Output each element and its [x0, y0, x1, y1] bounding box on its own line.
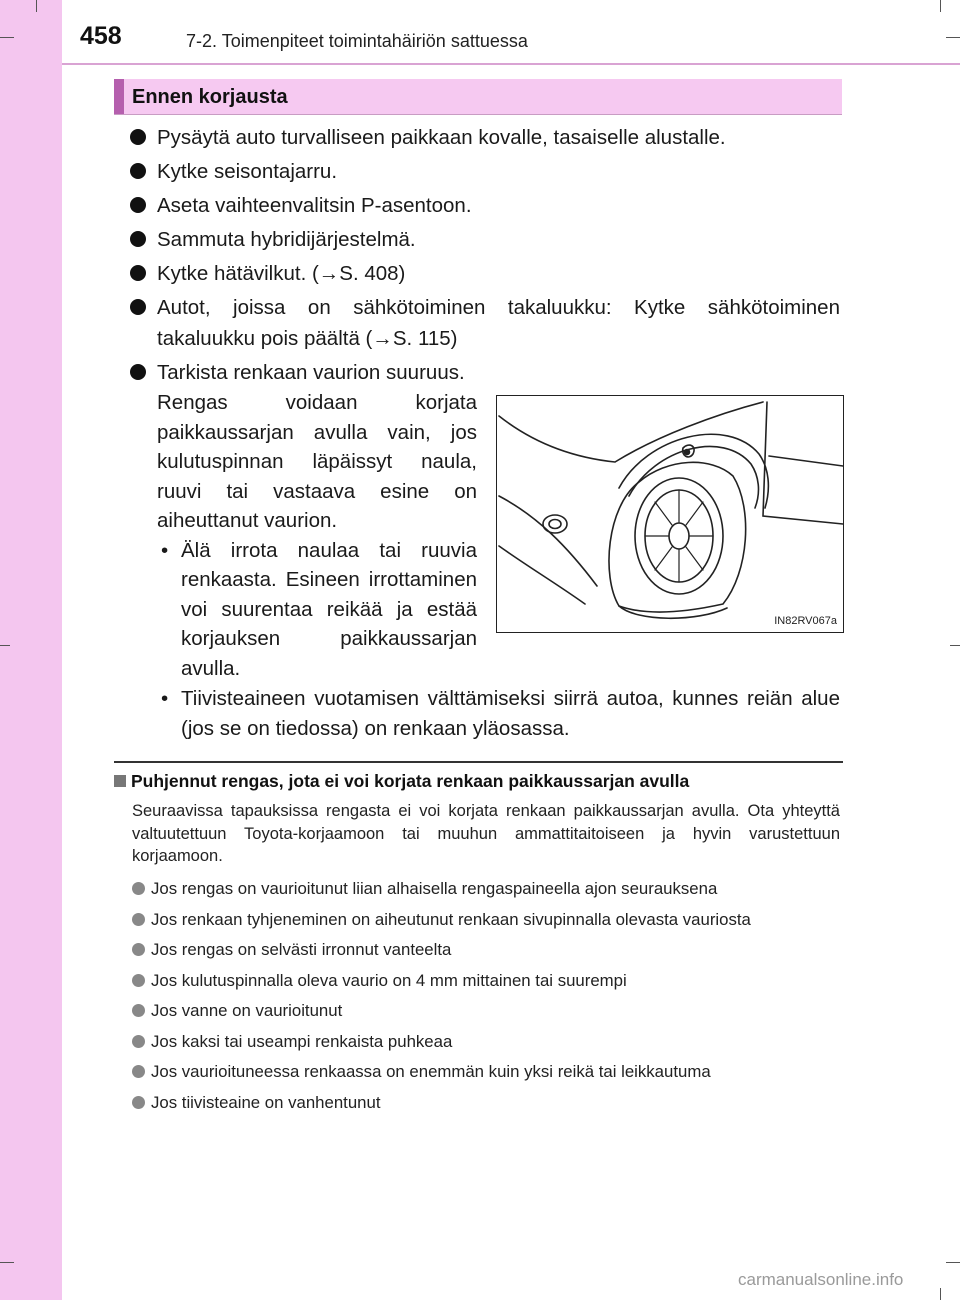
crop-mark: [946, 37, 960, 38]
procedure-text: Kytke seisontajarru.: [157, 160, 338, 183]
car-wheel-drawing: [497, 396, 843, 632]
note-heading: [114, 771, 689, 792]
procedure-text: Tarkista renkaan vaurion suuruus.: [157, 361, 465, 384]
condition-text: Jos kulutuspinnalla oleva vaurio on 4 mm mittainen tai suurempi: [151, 970, 627, 990]
chapter-title: 7-2. Toimenpiteet toimintahäiriön sattuessa: [186, 31, 528, 51]
condition-item: [132, 1061, 844, 1084]
bullet-dot-icon: [132, 1035, 145, 1048]
sub-bullet-text: Älä irrota naulaa tai ruuvia renkaasta. Esineen irrottaminen voi suurentaa reikää ja estää korjauksen paikkaussarjan avulla.: [181, 538, 477, 680]
procedure-text: Sammuta hybridijärjestelmä.: [157, 228, 416, 251]
condition-text: Jos vaurioituneessa renkaassa on enemmän kuin yksi reikä tai leikkautuma: [151, 1062, 711, 1081]
bumper-line: [499, 496, 597, 586]
watermark: carmanualsonline.info: [738, 1270, 904, 1289]
figure-code: IN82RV067a: [774, 615, 837, 627]
hub: [669, 523, 689, 549]
section-title: Ennen korjausta: [132, 86, 288, 108]
bullet-dot-icon: [132, 1004, 145, 1017]
crop-mark: [0, 1262, 14, 1263]
procedure-list: [130, 122, 840, 391]
bullet-dot-icon: [130, 364, 146, 380]
side-line: [769, 456, 843, 466]
inspection-sub-list-wide: [157, 684, 840, 743]
condition-item: [132, 1092, 844, 1115]
crop-mark: [940, 1288, 941, 1300]
crop-mark: [940, 0, 941, 12]
bullet-dot-icon: [130, 265, 146, 281]
procedure-item: [130, 357, 840, 388]
condition-item: [132, 939, 844, 962]
procedure-item: [130, 258, 840, 289]
procedure-item: [130, 224, 840, 255]
door-line: [763, 402, 843, 524]
procedure-item: [130, 156, 840, 187]
bullet-dot-icon: [130, 163, 146, 179]
procedure-item: [130, 292, 840, 354]
tire-outline: [609, 462, 746, 612]
condition-item: [132, 1000, 844, 1023]
bullet-dot-icon: [132, 943, 145, 956]
condition-item: [132, 909, 844, 932]
bullet-dot-icon: [130, 299, 146, 315]
condition-text: Jos vanne on vaurioitunut: [151, 1001, 343, 1020]
nail-head: [685, 450, 690, 455]
crop-mark: [946, 1262, 960, 1263]
procedure-text: Autot, joissa on sähkötoiminen takaluukku: Kytke sähkötoiminen takaluukku pois päältä (→S. 115): [157, 296, 840, 350]
header-rule: [62, 63, 960, 65]
procedure-item: [130, 190, 840, 221]
fog-lamp-inner: [549, 520, 561, 529]
inspection-paragraph: Rengas voidaan korjata paikkaussarjan avulla vain, jos kulutuspinnan läpäissyt naula, ruuvi tai vastaava esine on aiheuttanut vaurion.: [157, 391, 477, 532]
bullet-dot-icon: [132, 913, 145, 926]
bullet-dot-icon: [130, 197, 146, 213]
bullet-dot-icon: [132, 1096, 145, 1109]
note-body: Seuraavissa tapauksissa rengasta ei voi korjata renkaan paikkaussarjan avulla. Ota yhteyttä valtuutettuun Toyota-korjaamoon tai muuhun ammattitaitoiseen ja hyvin varustettuun korjaamoon.: [132, 802, 840, 865]
crop-mark: [950, 645, 960, 646]
bullet-dot-icon: [132, 882, 145, 895]
bullet-dot-icon: [132, 1065, 145, 1078]
bullet-dot-icon: [130, 231, 146, 247]
square-bullet-icon: [114, 775, 126, 787]
procedure-item: [130, 122, 840, 153]
bullet-dot-icon: [132, 974, 145, 987]
procedure-text: Kytke hätävilkut. (→S. 408): [157, 262, 406, 285]
section-underline: [114, 114, 842, 115]
inspection-note: [157, 388, 477, 683]
condition-text: Jos rengas on vaurioitunut liian alhaisella rengaspaineella ajon seurauksena: [151, 879, 718, 898]
sub-bullet-text: Tiivisteaineen vuotamisen välttämiseksi siirrä autoa, kunnes reiän alue (jos se on tiedossa) on renkaan yläosassa.: [181, 687, 840, 740]
condition-text: Jos tiivisteaine on vanhentunut: [151, 1092, 381, 1112]
side-color-strip: [0, 0, 62, 1300]
sub-bullet-item: [157, 684, 840, 743]
procedure-text: Aseta vaihteenvalitsin P-asentoon.: [157, 194, 472, 217]
note-heading-text: Puhjennut rengas, jota ei voi korjata renkaan paikkaussarjan avulla: [131, 771, 690, 791]
flat-tire-illustration: [496, 395, 844, 633]
section-header: [114, 79, 842, 115]
condition-item: [132, 878, 844, 901]
condition-text: Jos kaksi tai useampi renkaista puhkeaa: [151, 1031, 453, 1051]
crop-mark: [0, 645, 10, 646]
condition-item: [132, 1031, 844, 1054]
sub-bullet-mark: •: [161, 687, 169, 710]
condition-list: [132, 878, 844, 1122]
procedure-text: Pysäytä auto turvalliseen paikkaan kovalle, tasaiselle alustalle.: [157, 126, 726, 149]
bullet-dot-icon: [130, 129, 146, 145]
condition-text: Jos renkaan tyhjeneminen on aiheutunut renkaan sivupinnalla olevasta vauriosta: [151, 909, 751, 929]
condition-text: Jos rengas on selvästi irronnut vanteelta: [151, 940, 452, 959]
page-number: 458: [80, 22, 122, 50]
section-accent: [114, 79, 124, 115]
section-divider: [114, 761, 843, 763]
fog-lamp: [543, 515, 567, 533]
crop-mark: [0, 37, 14, 38]
crop-mark: [36, 0, 37, 12]
body-line: [499, 402, 763, 462]
fender-arch-outer: [619, 434, 768, 508]
sub-bullet-mark: •: [161, 538, 169, 562]
inspection-sub-list: [157, 536, 477, 684]
condition-item: [132, 970, 844, 993]
sub-bullet-item: [157, 536, 477, 684]
